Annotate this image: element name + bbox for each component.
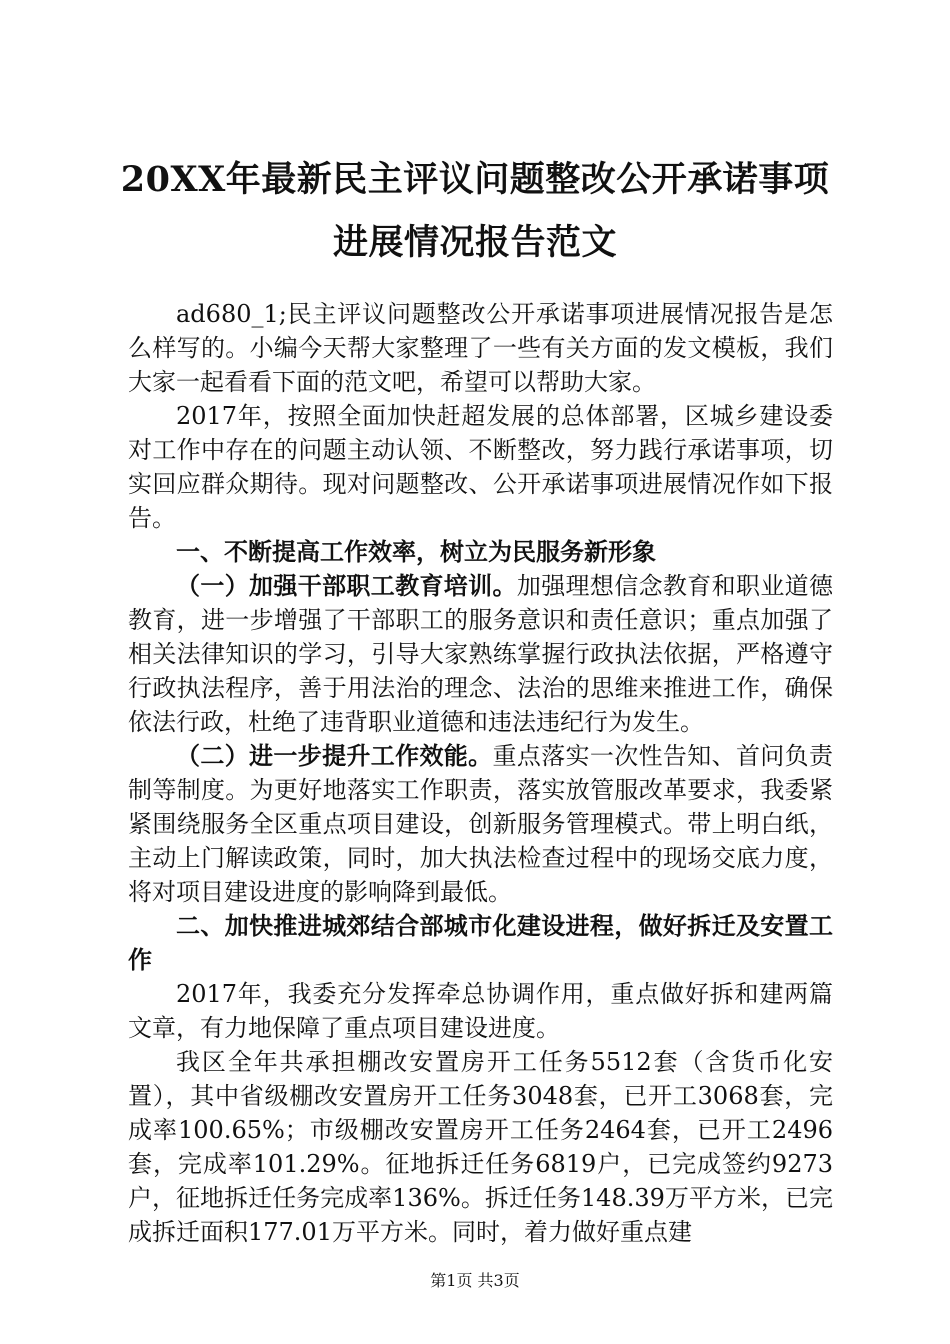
intro-paragraph: ad680_1;民主评议问题整改公开承诺事项进展情况报告是怎么样写的。小编今天帮大家整理了一些有关方面的发文模板，我们大家一起看看下面的范文吧，希望可以帮助大家。	[128, 300, 833, 396]
paragraph-2017: 2017年，按照全面加快赶超发展的总体部署，区城乡建设委对工作中存在的问题主动认领、不断整改，努力践行承诺事项，切实回应群众期待。现对问题整改、公开承诺事项进展情况作如下报告。	[128, 402, 833, 532]
subsection-2-body: 重点落实一次性告知、首问负责制等制度。为更好地落实工作职责，落实放管服改革要求，我委紧紧围绕服务全区重点项目建设，创新服务管理模式。带上明白纸，主动上门解读政策，同时，加大执法检查过程中的现场交底力度，将对项目建设进度的影响降到最低。	[128, 742, 833, 906]
section-heading-2: 二、加快推进城郊结合部城市化建设进程，做好拆迁及安置工作	[128, 911, 833, 974]
subsection-1-title: （一）加强干部职工教育培训。	[176, 571, 517, 600]
subsection-1	[128, 569, 833, 739]
section-heading-1: 一、不断提高工作效率，树立为民服务新形象	[176, 537, 656, 566]
page-footer: 第1页 共3页	[430, 1271, 520, 1290]
document-body	[128, 297, 833, 1249]
document-title-line-1: 20XX年最新民主评议问题整改公开承诺事项	[120, 159, 830, 200]
document-title-line-2: 进展情况报告范文	[332, 222, 617, 263]
subsection-2	[128, 739, 833, 909]
subsection-1-body: 加强理想信念教育和职业道德教育，进一步增强了干部职工的服务意识和责任意识；重点加强了相关法律知识的学习，引导大家熟练掌握行政执法依据，严格遵守行政执法程序，善于用法治的理念、法治的思维来推进工作，确保依法行政，杜绝了违背职业道德和违法违纪行为发生。	[128, 572, 834, 736]
paragraph-3: 2017年，我委充分发挥牵总协调作用，重点做好拆和建两篇文章，有力地保障了重点项目建设进度。	[128, 980, 833, 1042]
paragraph-4: 我区全年共承担棚改安置房开工任务5512套（含货币化安置），其中省级棚改安置房开工任务3048套，已开工3068套，完成率100.65%；市级棚改安置房开工任务2464套，已开工2496套，完成率101.29%。征地拆迁任务6819户，已完成签约9273户，征地拆迁任务完成率136%。拆迁任务148.39万平方米，已完成拆迁面积177.01万平方米。同时，着力做好重点建	[128, 1048, 833, 1246]
subsection-2-title: （二）进一步提升工作效能。	[176, 741, 493, 770]
